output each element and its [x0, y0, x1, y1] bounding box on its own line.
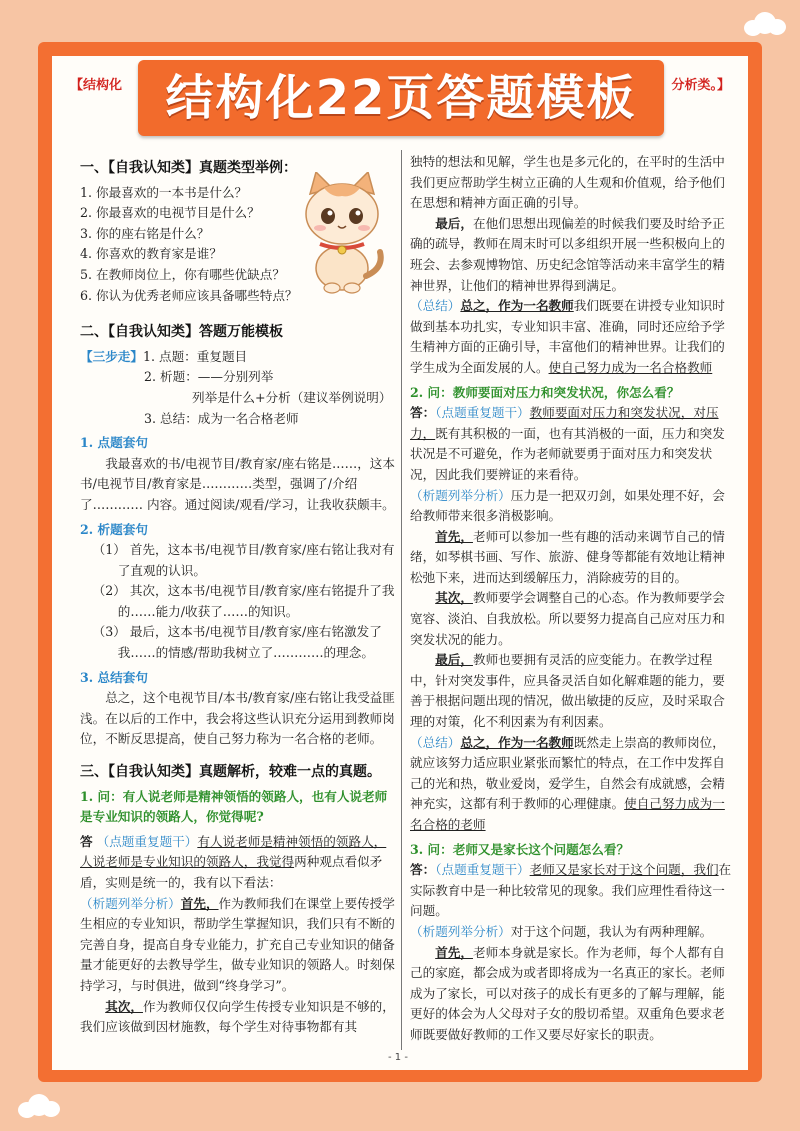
sub1-title: 1. 点题套句: [80, 435, 148, 451]
answer3-first: [410, 943, 732, 1046]
answer-2: [410, 403, 732, 485]
answer2-analysis-tag: （析题列举分析）: [410, 487, 511, 503]
continued-text: 独特的想法和见解，学生也是多元化的，在平时的生活中我们更应帮助学生树立正确的人生观和价值观，给予他们在思想和精神方面正确的引导。: [410, 154, 725, 211]
analysis-second: [80, 997, 396, 1038]
list-item: 6. 你认为优秀老师应该具备哪些特点？: [80, 287, 298, 303]
answer2-second-label: 其次，: [435, 590, 473, 606]
section3-title: 三、【自我认知类】真题解析，较难一点的真题。: [80, 764, 381, 781]
sub2-item-2: （2） 其次，这本书/电视节目/教育家/座右铭提升了我的……能力/收获了……的知识。: [92, 583, 395, 619]
column-divider: [401, 150, 402, 1050]
answer-rest: 两种观点看似矛盾，实则是统一的，我有以下看法：: [80, 854, 383, 890]
answer2-summary-underline: 使自己努力成为一名合格的老师: [410, 796, 725, 832]
answer3-analysis-text: 对于这个问题，我认为有两种理解。: [510, 923, 713, 939]
answer3-rest: 在实际教育中是一种比较常见的现象。我们应理性看待这一问题。: [410, 862, 732, 919]
answer2-first-label: 首先，: [435, 528, 473, 544]
first-text: 作为教师我们在课堂上要传授学生相应的专业知识，帮助学生掌握知识，我们只有不断的完善自身，提高自身专业能力，扩充自己专业知识的储备量才能更好的去教导学生，做专业知识的领路人。时刻保持学习，与时俱进，做到“终身学习”。: [80, 895, 395, 993]
answer3-label: 答：: [410, 862, 436, 878]
answer2-first-text: 老师可以参加一些有趣的活动来调节自己的情绪，如琴棋书画、写作、旅游、健身等都能有效地让精神松弛下来，进而达到缓解压力，消除疲劳的目的。: [410, 528, 725, 585]
summary-tag: （总结）: [410, 298, 461, 314]
answer2-tag: （点题重复题干）: [435, 405, 530, 421]
summary-text: 我们既要在讲授专业知识时做到基本功扎实，专业知识丰富、准确，同时还应给予学生精神方面的正确引导，丰富他们的精神世界。让我们的学生成为全面发展的人。: [410, 298, 725, 375]
sub3-title: 3. 总结套句: [80, 669, 148, 685]
question-3: 3. 问：老师又是家长这个问题怎么看？: [410, 841, 630, 857]
summary-underline: 使自己努力成为一名合格教师: [548, 359, 713, 375]
answer2-summary-lead: 总之，作为一名教师: [460, 734, 574, 750]
last-paragraph: [410, 214, 732, 296]
section2-title: 二、【自我认知类】答题万能模板: [80, 324, 283, 341]
last-text: 在他们思想出现偏差的时候我们要及时给予正确的疏导，教师在周末时可以多组织开展一些积极向上的班会、去参观博物馆、历史纪念馆等活动来丰富学生的精神世界，让他们的精神世界得到满足。: [410, 215, 725, 293]
cloud-bottom-left-decoration: [14, 1092, 64, 1120]
answer3-underline: 老师又是家长对于这个问题，我们: [529, 862, 719, 878]
answer-tag: （点题重复题干）: [96, 833, 198, 849]
section1-title: 一、【自我认知类】真题类型举例：: [80, 160, 297, 176]
list-item: 1. 你最喜欢的一本书是什么？: [80, 184, 248, 200]
answer2-summary: [410, 733, 732, 836]
answer2-second: [410, 588, 732, 650]
summary-1: [410, 296, 732, 378]
answer2-analysis: [410, 486, 732, 527]
answer2-summary-tag: （总结）: [410, 734, 461, 750]
sub1-text: 我最喜欢的书/电视节目/教育家/座右铭是……，这本书/电视节目/教育家是…………类型，强调了/介绍了………… 内容。通过阅读/观看/学习，让我收获颇丰。: [80, 455, 395, 512]
step1-text: 1. 点题：重复题目: [142, 348, 248, 364]
sub2-item-1: （1） 首先，这本书/电视节目/教育家/座右铭让我对有了直观的认识。: [92, 542, 395, 578]
answer-1: [80, 832, 396, 894]
sub2-title: 2. 析题套句: [80, 521, 148, 537]
list-item: 2. 你最喜欢的电视节目是什么？: [80, 205, 260, 221]
sub3-text: 总之，这个电视节目/本书/教育家/座右铭让我受益匪浅。在以后的工作中，我会将这些认识充分运用到教师岗位，不断反思提高，使自己努力称为一名合格的老师。: [80, 690, 395, 747]
cloud-top-right-decoration: [740, 10, 790, 38]
page-number: - 1 -: [388, 1052, 408, 1063]
question-1: 1. 问：有人说老师是精神领悟的领路人，也有人说老师是专业知识的领路人，你觉得呢?: [80, 788, 388, 825]
last-label: 最后，: [435, 215, 473, 231]
answer2-label: 答：: [410, 405, 436, 421]
left-column: [80, 152, 396, 1038]
right-column: [410, 152, 732, 1046]
answer2-underline: 教师要面对压力和突发状况，对压力，: [410, 405, 719, 441]
analysis-first: [80, 894, 396, 997]
answer2-last-label: 最后，: [435, 652, 473, 668]
answer3-analysis: [410, 922, 732, 943]
title-banner: 结构化22页答题模板: [138, 60, 664, 136]
list-item: 3. 你的座右铭是什么？: [80, 225, 210, 241]
analysis-tag: （析题列举分析）: [80, 895, 181, 911]
answer2-last-text: 教师也要拥有灵活的应变能力。在教学过程中，针对突发事件，应具备灵活自如化解难题的能力，要善于根据问题出现的情况，做出敏捷的反应，及时采取合理的对策，化不利因素为有利因素。: [410, 652, 725, 730]
answer2-last: [410, 650, 732, 732]
first-label: 首先，: [180, 895, 219, 911]
section1-question-list: [80, 183, 396, 307]
answer-3: [410, 860, 732, 922]
question-2: 2. 问：教师要面对压力和突发状况，你怎么看？: [410, 384, 680, 400]
top-note-left: 【结构化: [70, 78, 123, 93]
sub2-item-3: （3） 最后，这本书/电视节目/教育家/座右铭激发了我……的情感/帮助我树立了…………的理念。: [92, 624, 382, 661]
answer3-first-label: 首先，: [435, 944, 473, 960]
answer2-summary-text: 既然走上崇高的教师岗位，就应该努力适应职业紧张而繁忙的特点，在工作中发挥自己的光和热，敬业爱岗，爱学生，自然会有成就感，会精神充实，这都有利于教师的心理健康。: [410, 734, 725, 812]
answer-underline: 有人说老师是精神领悟的领路人，人说老师是专业知识的领路人，我觉得: [80, 833, 387, 870]
three-steps-line: [80, 347, 396, 368]
answer2-rest: 既有其积极的一面，也有其消极的一面，压力和突发状况是不可避免，作为老师就要勇于面对压力和突发状况，因此我们要辨证的来看待。: [410, 425, 725, 482]
answer-label: 答: [80, 833, 93, 849]
step3-text: 3. 总结：成为一名合格老师: [144, 410, 299, 426]
second-label: 其次，: [105, 998, 143, 1014]
answer3-first-text: 老师本身就是家长。作为老师，每个人都有自己的家庭，都会成为或者即将成为一名真正的家长。老师成为了家长，可以对孩子的成长有更多的了解与理解，能更好的体会为人父母对子女的殷切希望。双重角色要求老师既要做好教师的工作又要尽好家长的职责。: [410, 944, 725, 1042]
step2b-text: 列举是什么+分析（建议举例说明）: [192, 389, 392, 405]
answer2-second-text: 教师要学会调整自己的心态。作为教师要学会宽容、淡泊、自我放松。所以要努力提高自己应对压力和突发状况的能力。: [410, 590, 725, 647]
summary-lead: 总之，作为一名教师: [460, 298, 574, 314]
answer3-analysis-tag: （析题列举分析）: [410, 923, 511, 939]
list-item: 5. 在教师岗位上，你有哪些优缺点？: [80, 266, 285, 282]
list-item: 4. 你喜欢的教育家是谁？: [80, 246, 222, 262]
top-note-right: 分析类。】: [671, 78, 730, 93]
answer2-analysis-text: 压力是一把双刃剑，如果处理不好，会给教师带来很多消极影响。: [410, 487, 725, 524]
second-text: 作为教师仅仅向学生传授专业知识是不够的，我们应该做到因材施教，每个学生对待事物都有其: [80, 998, 395, 1035]
answer2-first: [410, 527, 732, 589]
step2-text: 2. 析题：——分别列举: [144, 369, 274, 385]
three-steps-tag: 【三步走】: [80, 348, 143, 364]
answer3-tag: （点题重复题干）: [435, 862, 530, 878]
